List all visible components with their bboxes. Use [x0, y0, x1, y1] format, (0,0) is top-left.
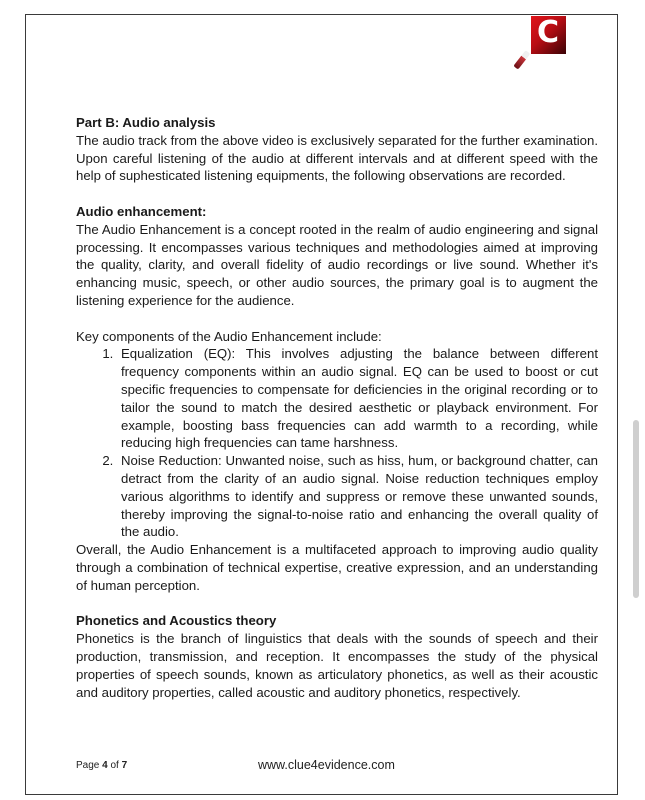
part-b-paragraph: The audio track from the above video is exclusively separated for the further examination. Upon careful listening of the audio at different intervals and at different speed with the help of suphesticated listening equipments, the following observations are recorded.: [76, 132, 598, 184]
section-heading-part-b: Part B: Audio analysis: [76, 115, 216, 130]
audio-enhancement-summary: Overall, the Audio Enhancement is a multifaceted approach to improving audio quality through a combination of technical expertise, creative expression, and an understanding of human perception.: [76, 542, 598, 593]
list-item-noise-reduction: 2. Noise Reduction: Unwanted noise, such as hiss, hum, or background chatter, can detract from the clarity of an audio signal. Noise reduction techniques employ various algorithms to identify and suppress or remove these unwanted sounds, thereby improving the signal-to-noise ratio and enhancing the overall quality of the audio.: [117, 452, 598, 541]
list-item-equalization: 1. Equalization (EQ): This involves adjusting the balance between different frequency components within an audio signal. EQ can be used to boost or cut specific frequencies to compensate for deficiencies in the original recording or to tailor the sound to match the desired aesthetic or playback environment. For example, boosting bass frequencies can add warmth to a recording, while reducing high frequencies can tame harshness.: [117, 345, 598, 452]
page-number: Page 4 of 7: [76, 760, 128, 771]
section-heading-phonetics: Phonetics and Acoustics theory: [76, 613, 277, 629]
vertical-scrollbar[interactable]: [633, 420, 639, 598]
clue4evidence-logo: [531, 16, 566, 54]
key-components-list: [76, 345, 598, 541]
audio-enhancement-paragraph: The Audio Enhancement is a concept rooted in the realm of audio engineering and signal processing. It encompasses various techniques and methodologies aimed at improving the quality, clarity, and overall fidelity of audio recordings or live sound. Whether it's enhancing music, speech, or other audio sources, the primary goal is to augment the listening experience for the audience.: [76, 221, 598, 308]
magnifier-logo-icon: C: [537, 15, 560, 50]
section-heading-audio-enhancement: Audio enhancement:: [76, 203, 207, 219]
phonetics-paragraph: Phonetics is the branch of linguistics that deals with the sounds of speech and their production, transmission, and reception. It encompasses the study of the physical properties of speech sounds, known as articulatory phonetics, as well as their acoustic and auditory properties, called acoustic and auditory phonetics, respectively.: [76, 631, 598, 700]
page-content: [76, 114, 598, 701]
key-components-intro: Key components of the Audio Enhancement include:: [76, 328, 382, 344]
footer-website-link[interactable]: www.clue4evidence.com: [258, 758, 395, 772]
